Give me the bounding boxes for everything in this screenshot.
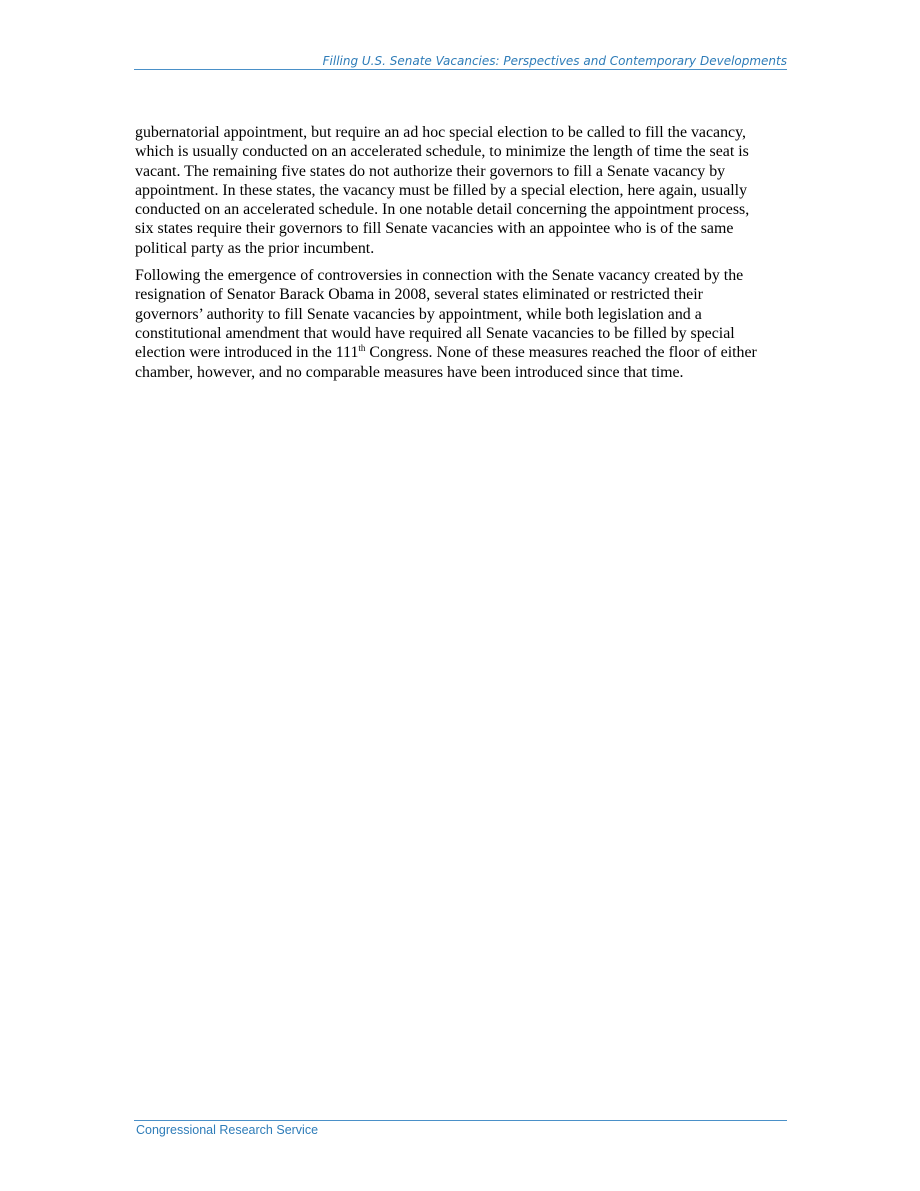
paragraph-1-line: which is usually conducted on an accelerated schedule, to minimize the length of time the seat is [135,143,749,161]
paragraph-2-line [135,343,787,362]
footer-rule [134,1120,787,1121]
paragraph-2-line: Following the emergence of controversies in connection with the Senate vacancy created by the [135,267,744,285]
paragraph-1-line: appointment. In these states, the vacancy must be filled by a special election, here again, usually [135,181,748,199]
ordinal-superscript: th [358,343,366,354]
paragraph-2-line: chamber, however, and no comparable measures have been introduced since that time. [135,363,684,381]
footer-organization: Congressional Research Service [136,1123,319,1137]
paragraph-2-line: constitutional amendment that would have required all Senate vacancies to be filled by special [135,324,735,342]
paragraph-1-line: political party as the prior incumbent. [135,239,375,257]
document-body [135,123,787,390]
paragraph-2-line: governors’ authority to fill Senate vacancies by appointment, while both legislation and a [135,305,702,323]
header-rule [134,69,787,70]
line-5-before-text: election were introduced in the 111 [135,344,359,362]
paragraph-1-line: six states require their governors to fill Senate vacancies with an appointee who is of the same [135,220,734,238]
running-header-title: Filling U.S. Senate Vacancies: Perspectives and Contemporary Developments [322,54,787,68]
paragraph-1-line: vacant. The remaining five states do not authorize their governors to fill a Senate vacancy by [135,162,726,180]
paragraph-2-line: resignation of Senator Barack Obama in 2008, several states eliminated or restricted their [135,286,703,304]
paragraph-2 [135,266,787,382]
paragraph-1-line: conducted on an accelerated schedule. In one notable detail concerning the appointment process, [135,201,750,219]
line-5-after-text: Congress. None of these measures reached the floor of either [365,344,757,362]
paragraph-1 [135,123,787,258]
paragraph-1-line: gubernatorial appointment, but require an ad hoc special election to be called to fill the vacancy, [135,124,746,141]
